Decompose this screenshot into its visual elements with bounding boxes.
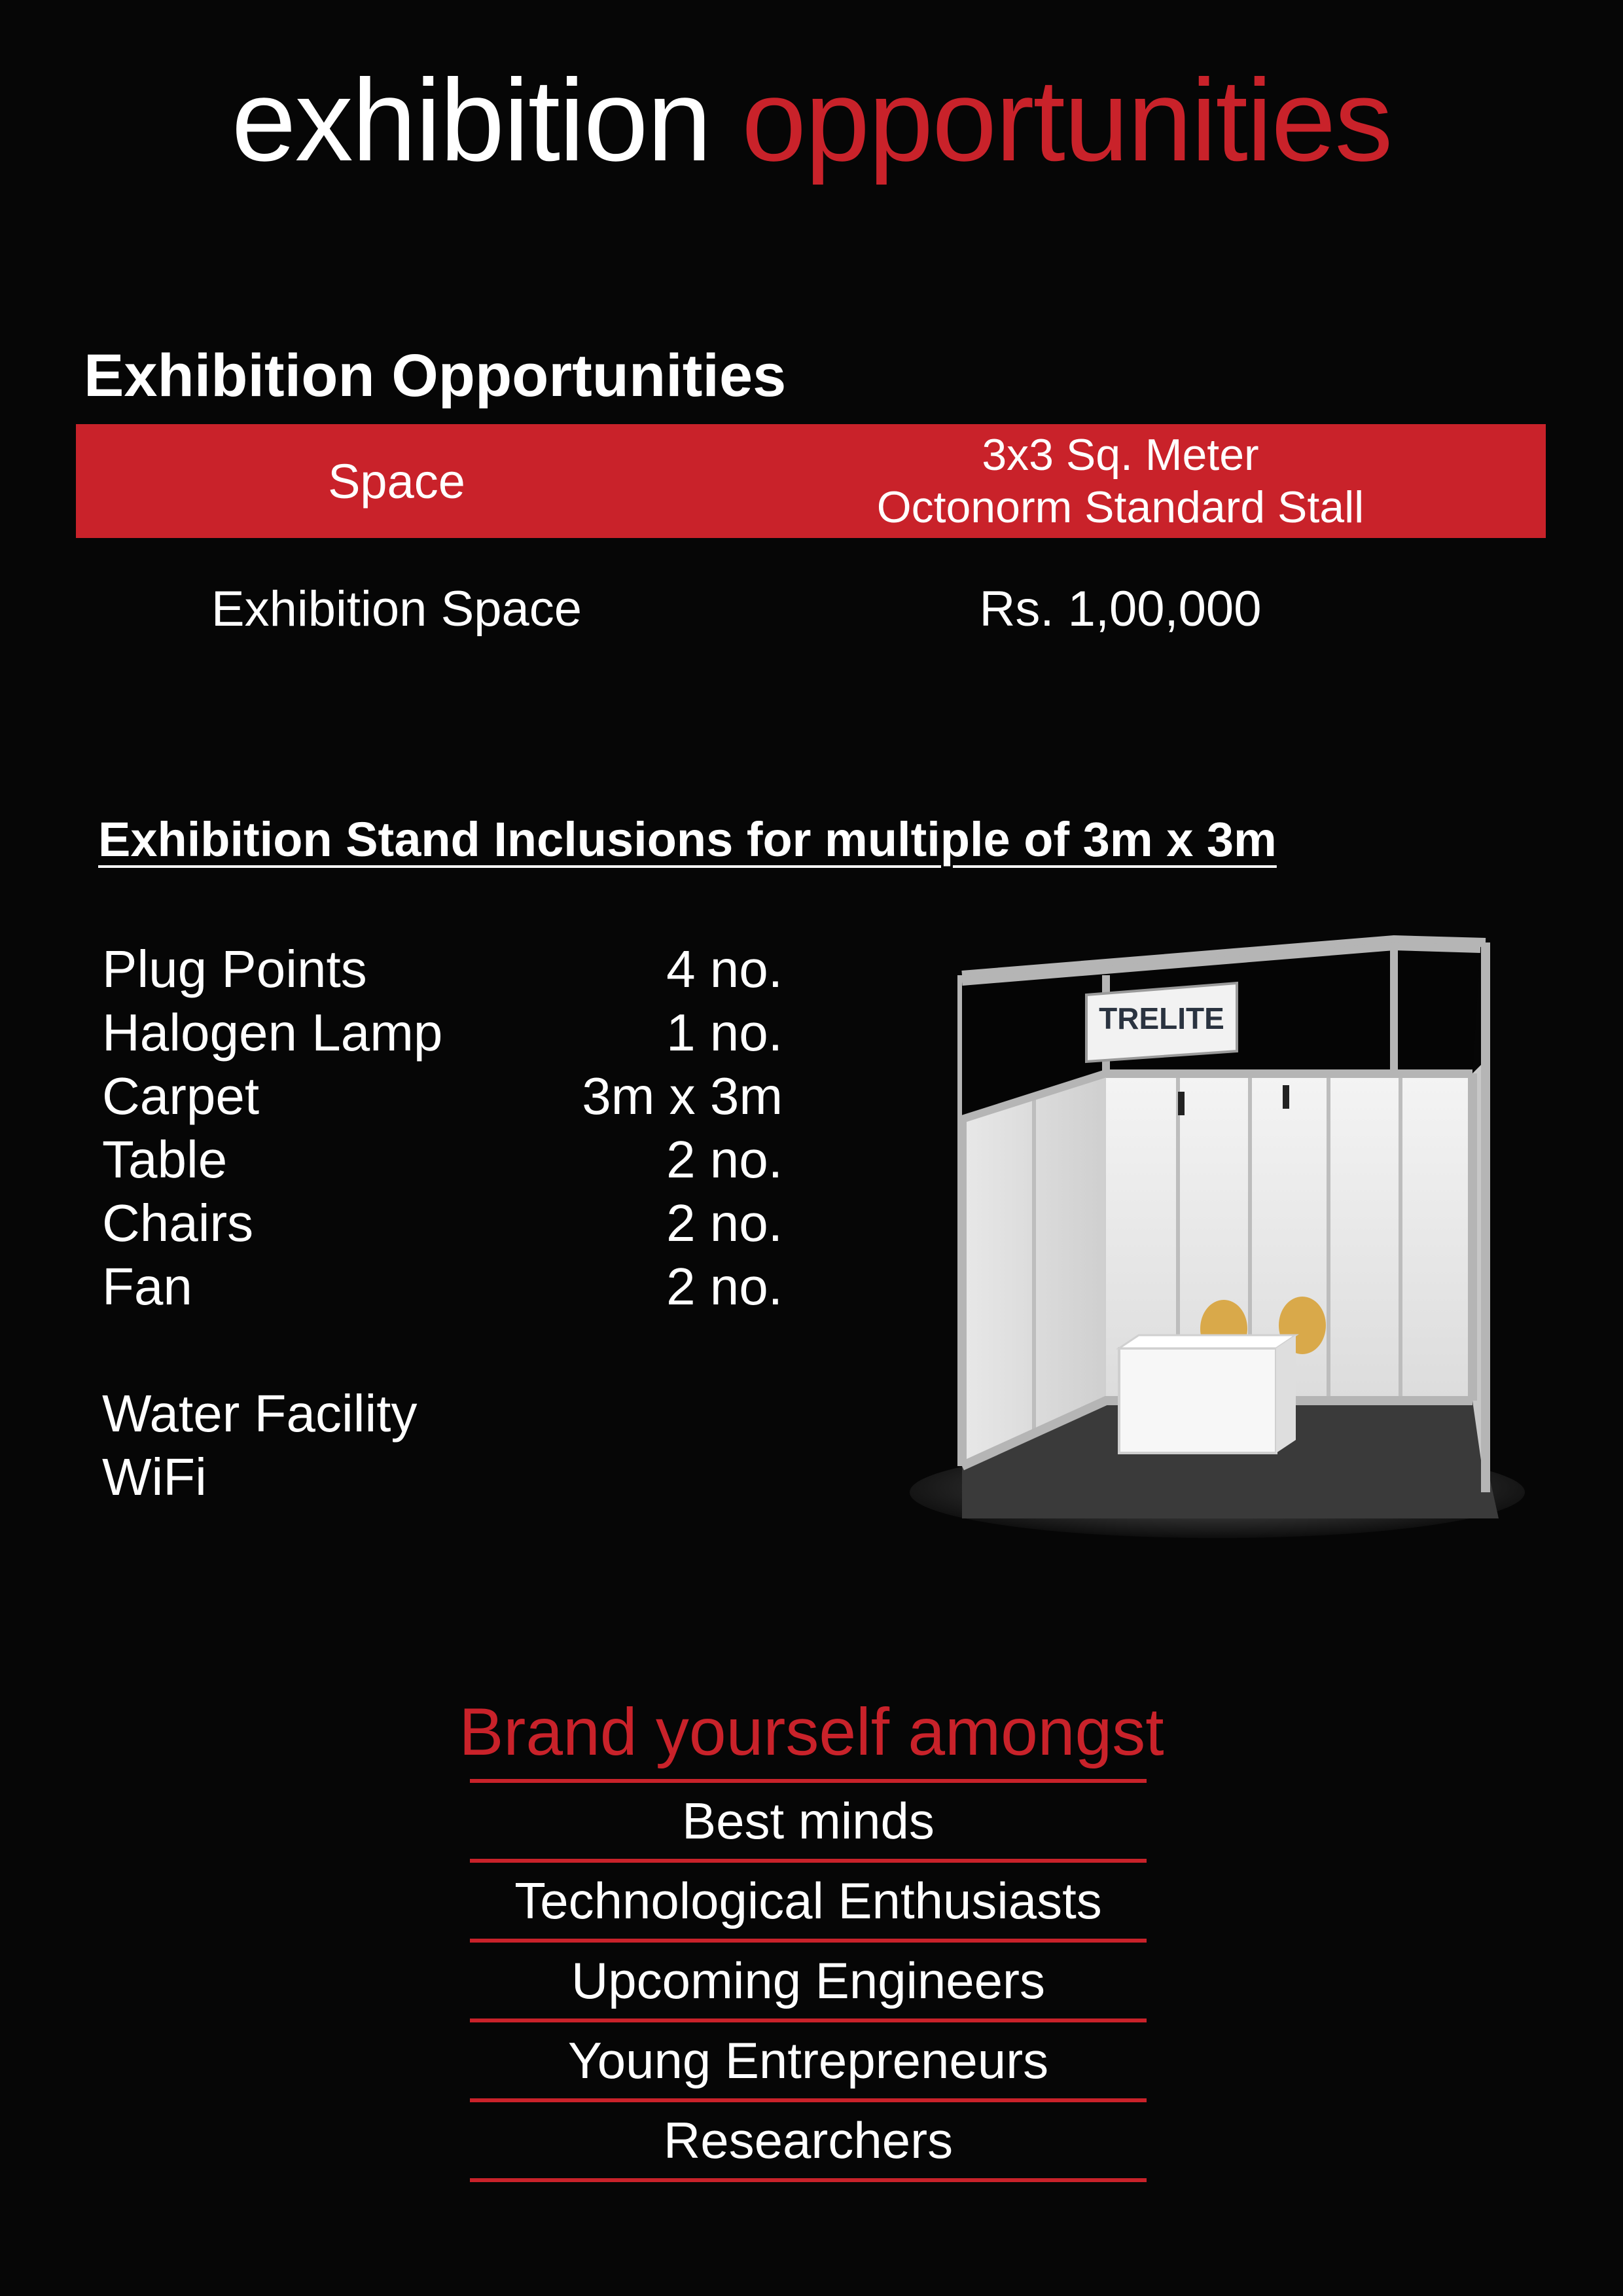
- inclusion-extra: [102, 1382, 783, 1445]
- price-row-label: Exhibition Space: [211, 581, 582, 637]
- counter-table: [1119, 1348, 1276, 1453]
- booth-illustration: [910, 916, 1538, 1545]
- inclusion-label: Chairs: [102, 1194, 254, 1252]
- title-part-2: opportunities: [741, 55, 1392, 185]
- inclusion-extra: [102, 1445, 783, 1509]
- brand-list: [470, 1779, 1147, 2182]
- brand-item: Young Entrepreneurs: [470, 2022, 1147, 2102]
- inclusion-item: [102, 937, 783, 1001]
- spacer: [102, 1318, 783, 1382]
- inclusion-label: Table: [102, 1130, 228, 1189]
- inclusion-label: Plug Points: [102, 940, 367, 998]
- price-header-space: Space: [328, 454, 465, 509]
- price-header-stall: [760, 424, 1480, 538]
- brand-heading: Brand yourself amongst: [459, 1695, 1164, 1769]
- price-header-stall-line1: 3x3 Sq. Meter: [982, 430, 1259, 480]
- inclusion-label: Halogen Lamp: [102, 1003, 443, 1062]
- inclusion-qty: 2 no.: [666, 1194, 783, 1252]
- inclusion-qty: 4 no.: [666, 940, 783, 998]
- title-part-1: exhibition: [231, 55, 711, 185]
- counter-side: [1276, 1335, 1296, 1453]
- inclusions-heading: Exhibition Stand Inclusions for multiple of 3m x 3m: [98, 812, 1277, 867]
- inclusion-item: [102, 1001, 783, 1064]
- brand-item: Best minds: [470, 1783, 1147, 1863]
- inclusion-item: [102, 1064, 783, 1128]
- inclusion-qty: 3m x 3m: [582, 1067, 783, 1125]
- section-heading: Exhibition Opportunities: [84, 342, 787, 409]
- price-row-value: Rs. 1,00,000: [979, 581, 1262, 637]
- inclusions-list: [102, 937, 783, 1509]
- price-table-header: [76, 424, 1546, 538]
- inclusion-extra-label: Water Facility: [102, 1384, 418, 1443]
- inclusion-label: Fan: [102, 1257, 192, 1316]
- inclusion-qty: 2 no.: [666, 1257, 783, 1316]
- inclusion-item: [102, 1191, 783, 1255]
- inclusion-qty: 1 no.: [666, 1003, 783, 1062]
- inclusion-qty: 2 no.: [666, 1130, 783, 1189]
- inclusion-item: [102, 1128, 783, 1191]
- brand-item: Technological Enthusiasts: [470, 1863, 1147, 1943]
- counter-top: [1119, 1335, 1296, 1348]
- inclusion-extra-label: WiFi: [102, 1448, 207, 1506]
- brand-item: Upcoming Engineers: [470, 1943, 1147, 2022]
- inclusion-label: Carpet: [102, 1067, 260, 1125]
- sign-text: TRELITE: [1099, 1001, 1224, 1035]
- page-title: [0, 55, 1623, 185]
- brand-item: Researchers: [470, 2102, 1147, 2182]
- price-header-stall-line2: Octonorm Standard Stall: [876, 482, 1364, 532]
- inclusion-item: [102, 1255, 783, 1318]
